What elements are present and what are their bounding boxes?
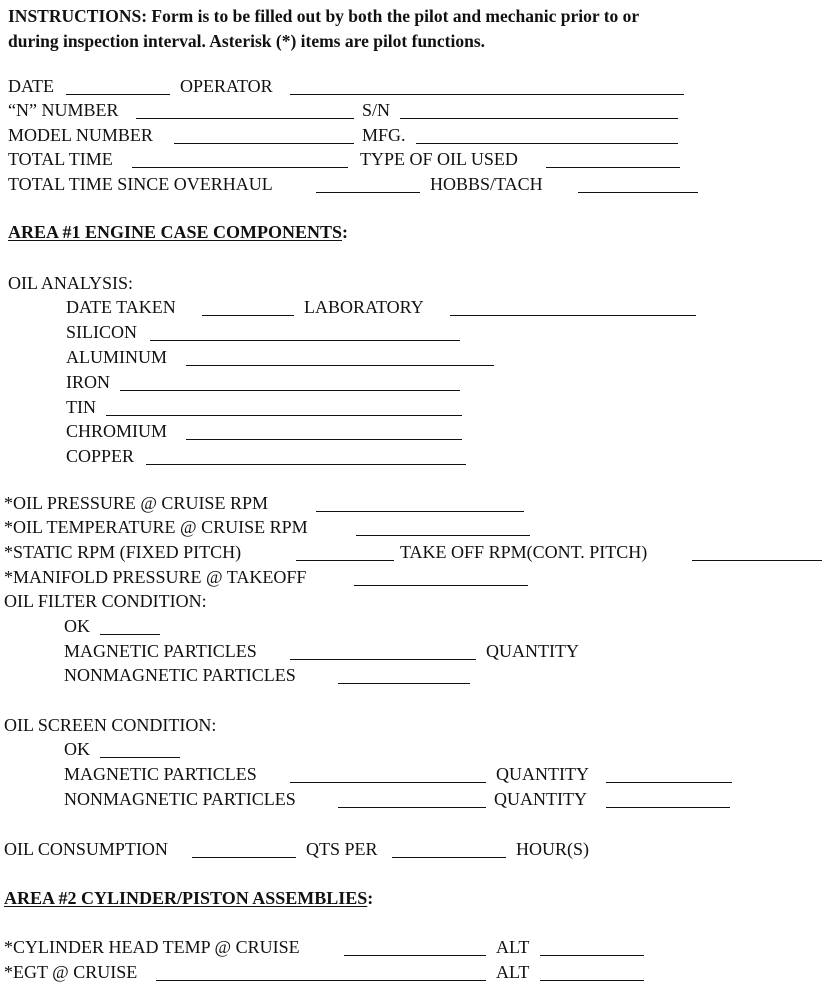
egt-blank[interactable] bbox=[156, 980, 486, 981]
screen-quantity-2-label: QUANTITY bbox=[494, 789, 587, 809]
area-2-colon: : bbox=[367, 888, 374, 908]
area-1-colon: : bbox=[342, 222, 349, 242]
filter-nonmagnetic-label: NONMAGNETIC PARTICLES bbox=[64, 665, 296, 685]
copper-blank[interactable] bbox=[146, 464, 466, 465]
model-number-label: MODEL NUMBER bbox=[8, 125, 153, 145]
mfg-blank[interactable] bbox=[416, 143, 678, 144]
oil-consumption-blank[interactable] bbox=[192, 857, 296, 858]
screen-magnetic-blank[interactable] bbox=[290, 782, 486, 783]
total-time-blank[interactable] bbox=[132, 167, 348, 168]
chromium-label: CHROMIUM bbox=[66, 421, 168, 441]
copper-label: COPPER bbox=[66, 446, 135, 466]
date-blank[interactable] bbox=[66, 94, 170, 95]
cht-blank[interactable] bbox=[344, 955, 486, 956]
filter-magnetic-label: MAGNETIC PARTICLES bbox=[64, 641, 257, 661]
hobbs-blank[interactable] bbox=[578, 192, 698, 193]
manifold-pressure-blank[interactable] bbox=[354, 585, 528, 586]
takeoff-rpm-blank[interactable] bbox=[692, 560, 822, 561]
instructions-line-2: during inspection interval. Asterisk (*) items are pilot functions. bbox=[8, 31, 486, 51]
oil-temp-blank[interactable] bbox=[356, 535, 530, 536]
oil-consumption-label: OIL CONSUMPTION bbox=[4, 839, 168, 859]
filter-quantity-label: QUANTITY bbox=[486, 641, 579, 661]
oil-screen-condition-label: OIL SCREEN CONDITION: bbox=[4, 715, 217, 735]
iron-blank[interactable] bbox=[120, 390, 460, 391]
area-2-title: AREA #2 CYLINDER/PISTON ASSEMBLIES bbox=[4, 888, 368, 908]
oil-type-label: TYPE OF OIL USED bbox=[360, 149, 518, 169]
screen-nonmagnetic-label: NONMAGNETIC PARTICLES bbox=[64, 789, 296, 809]
total-time-label: TOTAL TIME bbox=[8, 149, 113, 169]
model-number-blank[interactable] bbox=[174, 143, 354, 144]
laboratory-blank[interactable] bbox=[450, 315, 696, 316]
screen-magnetic-label: MAGNETIC PARTICLES bbox=[64, 764, 257, 784]
static-rpm-label: *STATIC RPM (FIXED PITCH) bbox=[4, 542, 242, 562]
oil-pressure-label: *OIL PRESSURE @ CRUISE RPM bbox=[4, 493, 268, 513]
aluminum-label: ALUMINUM bbox=[66, 347, 167, 367]
filter-ok-label: OK bbox=[64, 616, 90, 636]
oil-type-blank[interactable] bbox=[546, 167, 680, 168]
static-rpm-blank[interactable] bbox=[296, 560, 394, 561]
manifold-pressure-label: *MANIFOLD PRESSURE @ TAKEOFF bbox=[4, 567, 307, 587]
screen-ok-blank[interactable] bbox=[100, 757, 180, 758]
oil-analysis-label: OIL ANALYSIS: bbox=[8, 273, 134, 293]
alt-1-label: ALT bbox=[496, 937, 530, 957]
operator-label: OPERATOR bbox=[180, 76, 273, 96]
screen-quantity-1-label: QUANTITY bbox=[496, 764, 589, 784]
filter-magnetic-blank[interactable] bbox=[290, 659, 476, 660]
screen-ok-label: OK bbox=[64, 739, 90, 759]
qts-per-label: QTS PER bbox=[306, 839, 378, 859]
alt-2-blank[interactable] bbox=[540, 980, 644, 981]
laboratory-label: LABORATORY bbox=[304, 297, 424, 317]
instructions-line-1: INSTRUCTIONS: Form is to be filled out by both the pilot and mechanic prior to or bbox=[8, 6, 640, 26]
qts-per-blank[interactable] bbox=[392, 857, 506, 858]
screen-nonmagnetic-blank[interactable] bbox=[338, 807, 486, 808]
mfg-label: MFG. bbox=[362, 125, 406, 145]
area-1-title: AREA #1 ENGINE CASE COMPONENTS bbox=[8, 222, 343, 242]
filter-nonmagnetic-blank[interactable] bbox=[338, 683, 470, 684]
egt-label: *EGT @ CRUISE bbox=[4, 962, 138, 982]
oil-pressure-blank[interactable] bbox=[316, 511, 524, 512]
chromium-blank[interactable] bbox=[186, 439, 462, 440]
n-number-label: “N” NUMBER bbox=[8, 100, 119, 120]
area-2-heading bbox=[4, 887, 373, 909]
filter-ok-blank[interactable] bbox=[100, 634, 160, 635]
date-label: DATE bbox=[8, 76, 54, 96]
sn-blank[interactable] bbox=[400, 118, 678, 119]
tsoh-blank[interactable] bbox=[316, 192, 420, 193]
alt-1-blank[interactable] bbox=[540, 955, 644, 956]
screen-quantity-2-blank[interactable] bbox=[606, 807, 730, 808]
iron-label: IRON bbox=[66, 372, 110, 392]
date-taken-label: DATE TAKEN bbox=[66, 297, 176, 317]
alt-2-label: ALT bbox=[496, 962, 530, 982]
hours-label: HOUR(S) bbox=[516, 839, 590, 859]
screen-quantity-1-blank[interactable] bbox=[606, 782, 732, 783]
date-taken-blank[interactable] bbox=[202, 315, 294, 316]
hobbs-label: HOBBS/TACH bbox=[430, 174, 543, 194]
silicon-label: SILICON bbox=[66, 322, 137, 342]
area-1-heading bbox=[8, 221, 348, 243]
n-number-blank[interactable] bbox=[136, 118, 354, 119]
aluminum-blank[interactable] bbox=[186, 365, 494, 366]
tin-blank[interactable] bbox=[106, 415, 462, 416]
oil-temp-label: *OIL TEMPERATURE @ CRUISE RPM bbox=[4, 517, 308, 537]
tin-label: TIN bbox=[66, 397, 96, 417]
oil-filter-condition-label: OIL FILTER CONDITION: bbox=[4, 591, 207, 611]
sn-label: S/N bbox=[362, 100, 391, 120]
operator-blank[interactable] bbox=[290, 94, 684, 95]
silicon-blank[interactable] bbox=[150, 340, 460, 341]
takeoff-rpm-label: TAKE OFF RPM(CONT. PITCH) bbox=[400, 542, 648, 562]
tsoh-label: TOTAL TIME SINCE OVERHAUL bbox=[8, 174, 273, 194]
cht-label: *CYLINDER HEAD TEMP @ CRUISE bbox=[4, 937, 300, 957]
